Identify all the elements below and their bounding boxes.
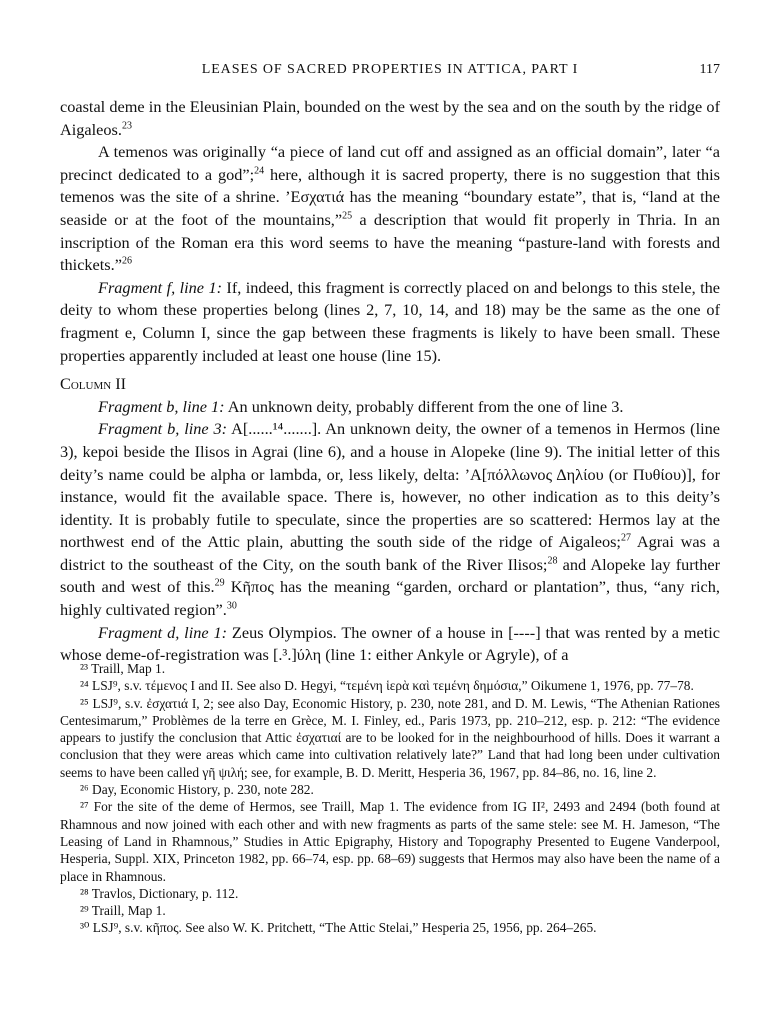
paragraph-fragment-f [60, 277, 720, 367]
page-number: 117 [699, 62, 720, 77]
footnotes [60, 660, 720, 937]
column-heading: Column II [60, 374, 127, 394]
footnote-ref: 30 [226, 600, 237, 612]
paragraph-fragment-b-3 [60, 418, 720, 621]
footnote-ref: 25 [342, 210, 353, 222]
footnote-28: ²⁸ Travlos, Dictionary, p. 112. [80, 885, 239, 901]
paragraph-temenos [60, 141, 720, 277]
paragraph-text: here, although it is sacred property, there is no suggestion that this temenos was the site of a shrine. ʼΕσχατιά has the meaning “boundary estate”, that is, “land at the seaside or at the foot of the mountains,” [60, 164, 720, 229]
footnote-ref: 26 [121, 255, 132, 267]
footnote-24: ²⁴ LSJ⁹, s.v. τέμενος I and II. See also D. Hegyi, “τεμένη ἱερὰ καὶ τεμένη δημόσια,” Oikumene 1, 1976, pp. 77–78. [80, 678, 694, 694]
paragraph-text: A[......¹⁴.......]. An unknown deity, the owner of a temenos in Hermos (line 3), kepoi beside the Ilisos in Agrai (line 6), and a house in Alopeke (line 9). The initial letter of this deity’s name could be alpha or lambda, or, less likely, delta: ʼΑ[πόλλωνος Δηλίου (or Πυθίου)], for instance, would fit the available space. There is, however, no other indication as to this deity’s identity. It is probably futile to speculate, since the properties are so scattered: Hermos lay at the northwest end of the Attic plain, abutting the south side of the ridge of Aigaleos; [60, 419, 720, 552]
footnote-ref: 27 [620, 532, 631, 544]
paragraph-1 [60, 96, 720, 141]
footnote-ref: 29 [214, 578, 225, 590]
paragraph-1-text: coastal deme in the Eleusinian Plain, bounded on the west by the sea and on the south by the ridge of Aigaleos. [60, 97, 720, 139]
paragraph-text: Zeus Olympios. The owner of a house in [----] that was rented by a metic whose deme-of-registration was [.³.]ύλη (line 1: either Ankyle or Agryle), of a [60, 622, 720, 665]
fragment-label: Fragment f, line 1: [98, 277, 223, 297]
footnote-ref: 23 [121, 120, 132, 132]
fragment-label: Fragment d, line 1: [98, 622, 228, 642]
main-text [60, 96, 720, 667]
running-title: LEASES OF SACRED PROPERTIES IN ATTICA, PART I [201, 62, 579, 77]
paragraph-text: a description that would fit properly in Thria. In an inscription of the Roman era this word seems to have the meaning “pasture-land with forests and thickets.” [60, 209, 720, 275]
paragraph-text: and Alopeke lay further south and west of this. [60, 554, 720, 597]
paragraph-text: An unknown deity, probably different from the one of line 3. [224, 396, 624, 416]
footnote-29: ²⁹ Traill, Map 1. [80, 903, 166, 919]
footnote-27: ²⁷ For the site of the deme of Hermos, see Traill, Map 1. The evidence from IG II², 2493 and 2494 (both found at Rhamnous and now joined with each other and with new fragments as parts of the same stele: see M. H. Jameson, “The Leasing of Land in Rhamnous,” Studies in Attic Epigraphy, History and Topography Presented to Eugene Vanderpool, Hesperia, Suppl. XIX, Princeton 1982, pp. 66–74, esp. pp. 68–69) suggests that Hermos may also have been the name of a place in Rhamnous. [60, 799, 720, 884]
paragraph-text: Agrai was a district to the southeast of the City, on the south bank of the River Ilisos; [60, 532, 720, 574]
paragraph-fragment-b-1 [60, 396, 720, 419]
footnote-25: ²⁵ LSJ⁹, s.v. ἐσχατιά I, 2; see also Day, Economic History, p. 230, note 281, and D. M. Lewis, “The Athenian Rationes Centesimarum,” Problèmes de la terre en Grèce, M. I. Finley, ed., Paris 1973, pp. 210–212, esp. p. 212: “The evidence appears to justify the conclusion that Attic ἐσχατιαί are to be looked for in the neighbourhood of hills. Does it warrant a conclusion that they were areas which came into cultivation relatively late?” Land that had long been under cultivation seems to have been called γῆ ψιλή; see, for example, B. D. Meritt, Hesperia 36, 1967, pp. 84–86, no. 16, line 2. [60, 695, 720, 780]
footnote-ref: 24 [254, 165, 265, 177]
running-header [60, 62, 720, 82]
footnote-23: ²³ Traill, Map 1. [80, 661, 166, 676]
paragraph-text: Κῆπος has the meaning “garden, orchard or plantation”, thus, “any rich, highly cultivated region”. [60, 577, 720, 620]
footnote-26: ²⁶ Day, Economic History, p. 230, note 282. [80, 782, 314, 798]
fragment-label: Fragment b, line 3: [98, 419, 228, 439]
paragraph-text: A temenos was originally “a piece of land cut off and assigned as an official domain”, later “a precinct dedicated to a god”; [60, 142, 720, 184]
footnote-30: ³⁰ LSJ⁹, s.v. κῆπος. See also W. K. Pritchett, “The Attic Stelai,” Hesperia 25, 1956, pp. 264–265. [80, 920, 597, 936]
footnote-ref: 28 [547, 555, 558, 567]
fragment-label: Fragment b, line 1: [98, 396, 225, 416]
paragraph-text: If, indeed, this fragment is correctly placed on and belongs to this stele, the deity to whom these properties belong (lines 2, 7, 10, 14, and 18) may be the same as the one of fragment e, Column I, since the gap between these fragments is likely to have been small. These properties apparently included at least one house (line 15). [60, 277, 720, 365]
